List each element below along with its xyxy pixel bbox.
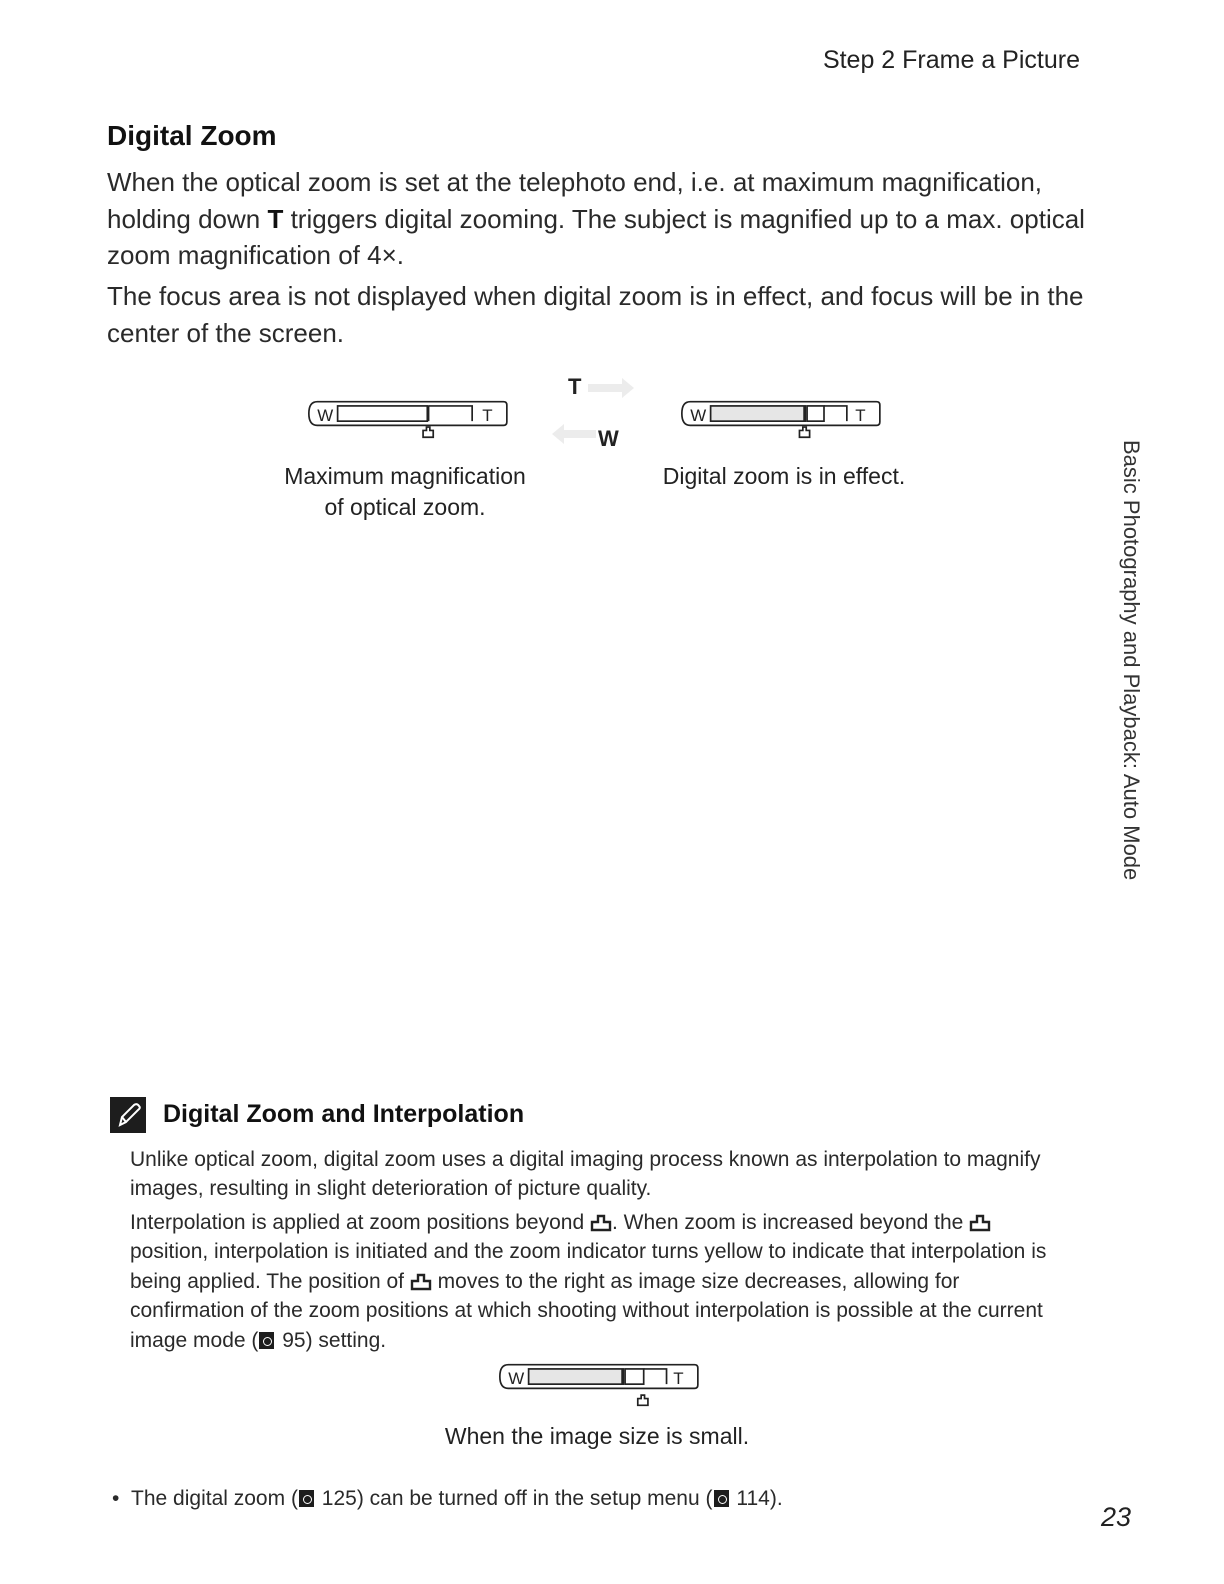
- indicator-w-label: W: [317, 406, 334, 426]
- t-button-label: T: [267, 203, 284, 234]
- indicator-t-label: T: [673, 1369, 684, 1389]
- section-title: Digital Zoom: [107, 120, 277, 151]
- arrow-t-label: T: [568, 374, 582, 399]
- bullet-text-c: ).: [769, 1487, 783, 1510]
- digital-position: [625, 1369, 644, 1384]
- intro-text-b: triggers digital zooming. The subject is magnified up to a max. optical zoom magnification of 4×.: [107, 203, 1085, 270]
- indicator-t-label: T: [482, 406, 493, 426]
- note-text-a: Interpolation is applied at zoom positions beyond: [130, 1211, 590, 1234]
- note-pencil-icon: [110, 1097, 146, 1133]
- note-title: Digital Zoom and Interpolation: [163, 1100, 525, 1128]
- interpolation-limit-icon: [423, 427, 433, 437]
- chapter-side-tab: Basic Photography and Playback: Auto Mode: [1119, 440, 1144, 881]
- pencil-icon: [110, 1097, 146, 1133]
- bullet-text-b: ) can be turned off in the setup menu (: [356, 1487, 713, 1510]
- caption-optical-max: [255, 461, 555, 523]
- optical-range: [338, 406, 428, 421]
- bullet-item: [112, 1487, 783, 1511]
- page-reference-icon: [714, 1490, 729, 1507]
- digital-position: [807, 406, 824, 421]
- optical-range-filled: [529, 1369, 624, 1384]
- caption-line-2: of optical zoom.: [324, 494, 486, 520]
- caption-line-1: Maximum magnification: [284, 463, 526, 489]
- indicator-w-label: W: [508, 1369, 525, 1389]
- interpolation-limit-icon: [969, 1214, 991, 1232]
- intro-paragraph: [107, 164, 1097, 274]
- zoom-indicator-digital: [662, 400, 898, 444]
- bullet-ref-2: 114: [736, 1487, 770, 1510]
- note-text-c: position, interpolation is initiated and the zoom indicator turns yellow to indicate that interpolation is being applied. The position of: [130, 1240, 1047, 1293]
- arrow-w-label: W: [598, 426, 619, 451]
- intro-text-a: When the optical zoom is set at the telephoto end, i.e. at maximum magnification, holding down: [107, 167, 1043, 234]
- arrow-left-icon: [552, 424, 596, 444]
- indicator-w-label: W: [690, 406, 707, 426]
- focus-paragraph: The focus area is not displayed when digital zoom is in effect, and focus will be in the center of the screen.: [107, 281, 1084, 348]
- note-paragraph-1: Unlike optical zoom, digital zoom uses a digital imaging process known as interpolation to magnify images, resulting in slight deterioration of picture quality.: [130, 1148, 1041, 1201]
- bullet-dot: •: [112, 1487, 132, 1510]
- note-paragraph-2: [130, 1208, 1060, 1355]
- caption-small-size: When the image size is small.: [444, 1423, 750, 1449]
- page-reference-icon: [259, 1332, 274, 1349]
- bullet-text-a: The digital zoom (: [131, 1487, 298, 1510]
- zoom-indicator-small-size: [480, 1363, 716, 1407]
- bullet-ref-1: 125: [321, 1487, 357, 1510]
- interpolation-limit-icon: [638, 1395, 648, 1405]
- note-text-e: ) setting.: [305, 1328, 387, 1352]
- note-text-b: . When zoom is increased beyond the: [611, 1211, 970, 1234]
- interpolation-limit-icon: [799, 427, 809, 437]
- running-header: Step 2 Frame a Picture: [822, 46, 1080, 74]
- page-number: 23: [1101, 1502, 1132, 1532]
- zoom-direction-arrows: [548, 372, 640, 454]
- interpolation-limit-icon: [410, 1273, 432, 1291]
- interpolation-limit-icon: [590, 1214, 612, 1232]
- page-reference-icon: [299, 1490, 314, 1507]
- indicator-t-label: T: [855, 406, 866, 426]
- caption-digital: Digital zoom is in effect.: [662, 463, 906, 489]
- note-ref-page: 95: [282, 1328, 306, 1352]
- zoom-indicator-optical-max: [289, 400, 525, 444]
- arrow-right-icon: [588, 378, 634, 398]
- note-text-d: moves to the right as image size decreases, allowing for confirmation of the zoom positions at which shooting without interpolation is possible at the current image mode (: [130, 1269, 1043, 1352]
- optical-range-filled: [711, 406, 806, 421]
